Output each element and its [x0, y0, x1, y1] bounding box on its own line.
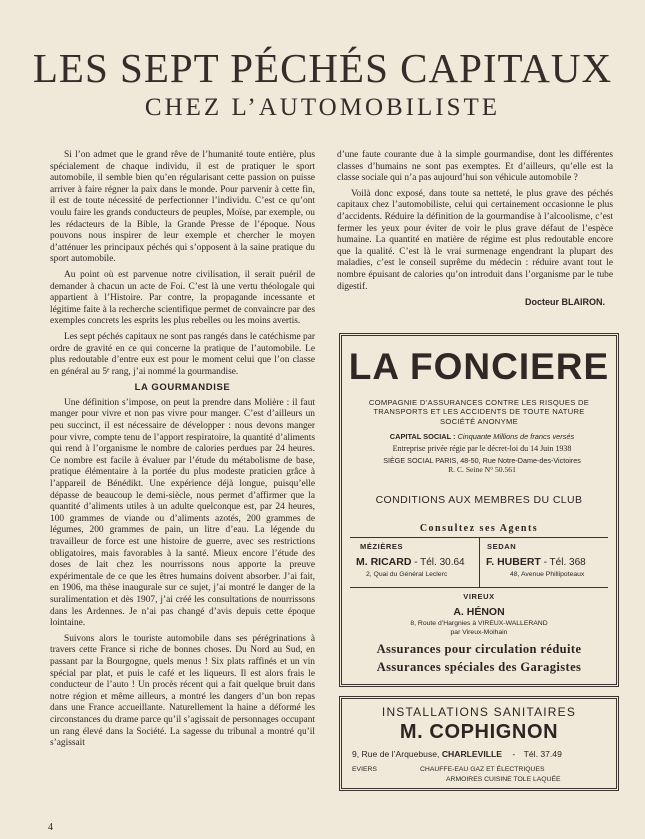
- page-number: 4: [48, 822, 53, 833]
- ad-legal-info: [362, 432, 602, 475]
- ad-address: 9, Rue de l’Arquebuse, CHARLEVILLE - Tél. 37.49: [352, 749, 562, 759]
- article-left-column: [50, 150, 315, 754]
- ad-company-name: LA FONCIERE: [348, 346, 610, 387]
- agent-address: 48, Avenue Phillipoteaux: [510, 571, 585, 578]
- city: CHARLEVILLE: [441, 749, 502, 759]
- agent-city-vireux: VIREUX: [463, 592, 495, 601]
- phone: Tél. 37.49: [523, 749, 562, 759]
- agent-city-sedan: SEDAN: [487, 542, 517, 551]
- paragraph: Au point où est parvenue notre civilisation, il serait puéril de demander à chacun un acte de Foi. C’est là une vertu théologale qui appartient à l’Histoire. Par contre, la propagande incessante et légitime faite à la recherche scientifique permet de convaincre par des exemples concrets les esprits les plus rebelles ou les moins avertis.: [50, 269, 315, 327]
- agent-tel: - Tél. 368: [543, 557, 586, 568]
- ad-desc-line: TRANSPORTS ET LES ACCIDENTS DE TOUTE NATURE: [373, 407, 585, 417]
- product-line-2: ARMOIRES CUISINE TOLE LAQUÉE: [446, 776, 561, 783]
- ad-consultez: Consultez ses Agents: [419, 523, 539, 534]
- agent-address: 8, Route d’Hargnies à VIREUX-WALLERAND: [410, 620, 548, 627]
- ad-desc-line: SOCIÉTÉ ANONYME: [440, 416, 518, 426]
- assurances-circulation: Assurances pour circulation réduite: [376, 642, 582, 656]
- siege-line: SIÈGE SOCIAL PARIS, 48-50, Rue Notre-Dame-des-Victoires: [383, 455, 581, 465]
- ad-la-fonciere: [339, 333, 619, 687]
- agent-mezieres: [356, 556, 465, 568]
- capital-value: Cinquante Millions de francs versés: [457, 432, 575, 441]
- capital-label: CAPITAL SOCIAL :: [389, 432, 456, 441]
- paragraph: d’une faute courante due à la simple gourmandise, dont les différentes classes d’humains ne sont pas exemptes. Et d’ailleurs, qu’elle est la classe sociale qui n’a pas aujourd’hui son véhicule automobile ?: [337, 150, 613, 184]
- agent-vireux: [342, 606, 616, 618]
- agent-name: A. HÉNON: [453, 606, 505, 618]
- agent-tel: - Tél. 30.64: [414, 557, 465, 568]
- agent-city-mezieres: MÉZIÈRES: [360, 542, 404, 551]
- street: 9, Rue de l’Arquebuse,: [352, 749, 440, 759]
- ad-description: [354, 398, 604, 426]
- paragraph: Si l’on admet que le grand rêve de l’humanité toute entière, plus spécialement de chaque individu, il est de pratiquer le sport automobile, il semble bien qu’en régularisant cette passion on puisse arriver à faire régner la paix dans le monde. Pour parvenir à cette fin, il est de toute nécessité de perfectionner l’individu. C’est ce qu’ont voulu faire les grands conducteurs de peuples, Moïse, par exemple, ou les rédacteurs de la Bible, la Grande Presse de l’époque. Nous pouvons nous inspirer de leur exemple et chercher le moyen d’atténuer les principaux péchés qui s’opposent à la saine pratique du sport automobile.: [50, 150, 315, 265]
- article-subtitle: CHEZ L’AUTOMOBILISTE: [144, 94, 501, 121]
- ad-desc-line: COMPAGNIE D’ASSURANCES CONTRE LES RISQUES DE: [368, 398, 590, 407]
- ad-cophignon: [339, 696, 619, 791]
- entreprise-line: Entreprise privée régie par le décret-loi du 14 Juin 1938: [392, 444, 572, 454]
- agent-address-line2: par Vireux-Molhain: [450, 629, 508, 636]
- ad-heading: INSTALLATIONS SANITAIRES: [381, 705, 577, 719]
- paragraph: Une définition s’impose, on peut la prendre dans Molière : il faut manger pour vivre et non pas vivre pour manger. C’est d’ailleurs un peu succinct, il est nécessaire de développer : nous devons manger pour vivre, compte tenu de l’apport respiratoire, la quantité d’aliments qui rend à l’organisme le nombre de calories perdues par 24 heures. Ce nombre est facile à évaluer par l’étude du métabolisme de base, pratique élémentaire à la portée du plus modeste praticien grâce à l’appareil de Bénédikt. Une expérience déjà longue, puisqu’elle dépasse de beaucoup le demi-siècle, nous permet d’affirmer que la quantité d’aliments utiles à un adulte quelconque est, par 24 heures, 100 grammes de viande ou d’aliments azotés, 200 grammes de légumes, 200 grammes de pain, un litre d’eau. La légende du travailleur de force est une histoire de guerre, avec ses restrictions obligatoires, mais favorables à la santé. Mieux encore l’étude des doses de lait chez les nourrissons nous apporte la preuve expérimentale de ce que les êtres humains doivent absorber. J’ai fait, en 1906, ma thèse inaugurale sur ce sujet, j’ai montré le danger de la suralimentation et dès 1907, j’ai créé les consultations de nourrissons dans les Ardennes. Je n’ai pas changé d’avis depuis cette époque lointaine.: [50, 397, 315, 629]
- agent-name: F. HUBERT: [486, 556, 541, 568]
- product-eviers: EVIERS: [352, 766, 377, 773]
- article-title: LES SEPT PÉCHÉS CAPITAUX: [32, 45, 613, 91]
- rc-line: R. C. Seine N° 50.561: [448, 465, 516, 475]
- ad-conditions: CONDITIONS AUX MEMBRES DU CLUB: [375, 494, 583, 506]
- ad-company-name: M. COPHIGNON: [399, 721, 559, 743]
- article-right-column: [337, 150, 613, 309]
- agent-address: 2, Quai du Général Leclerc: [366, 571, 448, 578]
- paragraph: Suivons alors le touriste automobile dans ses pérégrinations à travers cette France si riche de bonnes choses. Du Nord au Sud, en passant par la Bourgogne, quels menus ! Six plats raffinés et un vin spécial par plat, et puis le café et les liqueurs. Il est alors frais le conducteur de l’auto ! Un procès récent qui a fait quelque bruit dans notre région et même ailleurs, a montré les dangers d’un bon repas dans une France accueillante. Naturellement la haine a déformé les circonstances du drame parce qu’il s’agissait de personnages occupant un rang élevé dans la Société. La sagesse du tribunal a montré qu’il s’agissait: [50, 633, 315, 749]
- product-line-1: CHAUFFE-EAU GAZ ET ÉLECTRIQUES: [420, 766, 545, 773]
- divider: [350, 587, 608, 588]
- signature: Docteur BLAIRON.: [524, 297, 605, 308]
- section-heading: LA GOURMANDISE: [134, 382, 231, 394]
- paragraph: Voilà donc exposé, dans toute sa netteté, le plus grave des péchés capitaux chez l’automobiliste, celui qui certainement occasionne le plus d’accidents. Réduire la définition de la gourmandise à l’alcoolisme, c’est fermer les yeux pour éviter de voir le plus grave défaut de l’espèce humaine. La quantité en matière de régime est plus redoutable encore que la qualité. C’est là le vrai surmenage engendrant la plupart des maladies, c’est le conseil suprême du médecin : réduire avant tout le nombre épuisant de calories qu’on introduit dans l’organisme par le tube digestif.: [337, 188, 613, 292]
- paragraph: Les sept péchés capitaux ne sont pas rangés dans le catéchisme par ordre de gravité en ce qui concerne la pratique de l’automobile. Le plus redoutable d’entre eux est pour le moment celui que l’on classe en général au 5ᵉ rang, j’ai nommé la gourmandise.: [50, 331, 315, 377]
- agent-sedan: [486, 556, 586, 568]
- divider: [479, 537, 480, 587]
- agent-name: M. RICARD: [356, 556, 412, 568]
- assurances-garagistes: Assurances spéciales des Garagistes: [376, 660, 582, 674]
